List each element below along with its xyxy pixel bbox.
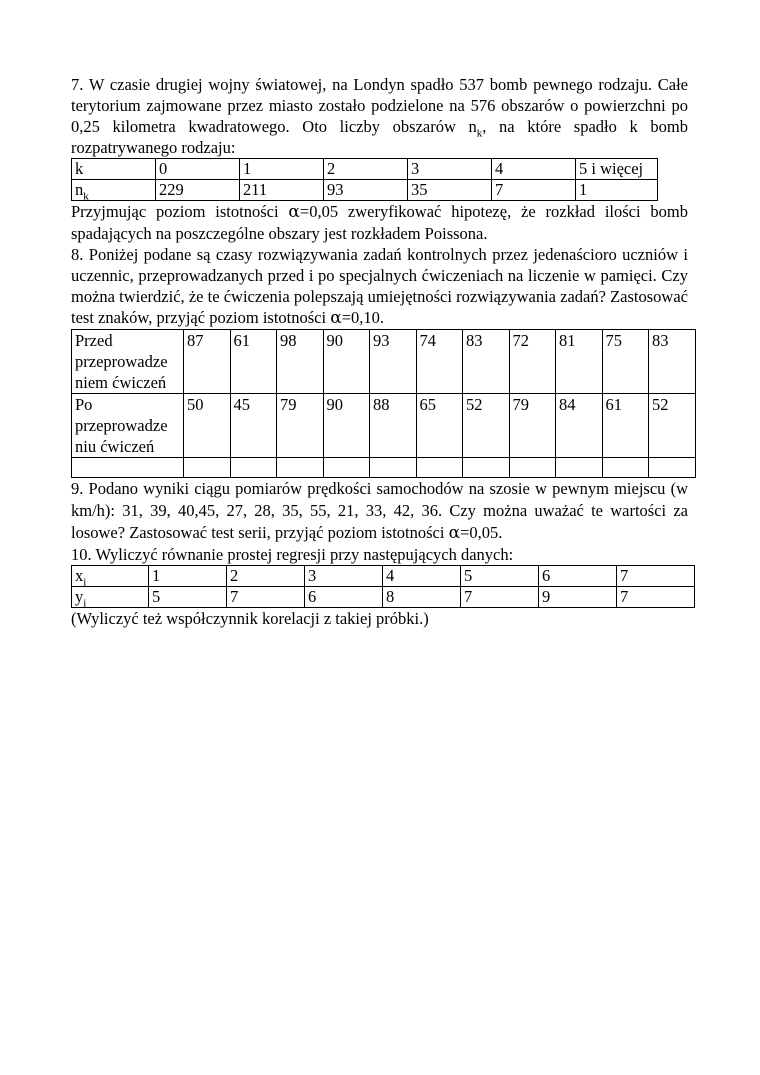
ex7-question: Przyjmując poziom istotności α=0,05 zweryfikować hipotezę, że rozkład ilości bomb spadających na poszczególne obszary jest rozkładem Poissona. xyxy=(71,202,688,243)
table-row xyxy=(72,587,695,608)
table-cell: 81 xyxy=(556,330,603,394)
table-cell: 7 xyxy=(617,587,695,608)
table-row-empty xyxy=(72,458,696,478)
ex8-table xyxy=(71,329,696,478)
table-cell: 2 xyxy=(324,159,408,180)
table-cell: 84 xyxy=(556,394,603,458)
table-cell: 79 xyxy=(277,394,324,458)
table-cell: 83 xyxy=(649,330,696,394)
table-cell: 45 xyxy=(230,394,277,458)
row-label-nk: $n_k$ xyxy=(72,180,156,201)
ex10-note: (Wyliczyć też współczynnik korelacji z takiej próbki.) xyxy=(71,609,429,628)
table-cell: 1 xyxy=(576,180,658,201)
table-cell: 93 xyxy=(370,330,417,394)
table-cell: 3 xyxy=(305,566,383,587)
table-cell xyxy=(72,458,184,478)
table-cell: 1 xyxy=(149,566,227,587)
table-cell: 229 xyxy=(156,180,240,201)
table-cell xyxy=(416,458,463,478)
table-cell: 35 xyxy=(408,180,492,201)
table-cell: 90 xyxy=(323,330,370,394)
document-page xyxy=(71,74,688,629)
table-cell: 7 xyxy=(492,180,576,201)
table-cell: 7 xyxy=(461,587,539,608)
table-cell xyxy=(556,458,603,478)
table-cell: 52 xyxy=(649,394,696,458)
table-cell: 50 xyxy=(184,394,231,458)
ex10-text: 10. Wyliczyć równanie prostej regresji przy następujących danych: xyxy=(71,545,514,564)
table-row xyxy=(72,180,658,201)
table-cell: 8 xyxy=(383,587,461,608)
table-cell: 5 i więcej xyxy=(576,159,658,180)
table-cell xyxy=(323,458,370,478)
table-cell xyxy=(277,458,324,478)
table-cell: 2 xyxy=(227,566,305,587)
table-cell: 7 xyxy=(617,566,695,587)
table-row xyxy=(72,566,695,587)
table-cell: 1 xyxy=(240,159,324,180)
ex7-table xyxy=(71,158,658,201)
table-cell: 4 xyxy=(383,566,461,587)
table-cell: 0 xyxy=(156,159,240,180)
alpha-symbol: α xyxy=(330,308,342,328)
ex10-table xyxy=(71,565,695,608)
table-cell: 211 xyxy=(240,180,324,201)
table-row xyxy=(72,394,696,458)
table-cell: 61 xyxy=(602,394,649,458)
table-cell: 93 xyxy=(324,180,408,201)
table-cell: 61 xyxy=(230,330,277,394)
row-label-k: k xyxy=(72,159,156,180)
row-label-yi: $y_i$ xyxy=(72,587,149,608)
table-cell: 72 xyxy=(509,330,556,394)
table-cell xyxy=(184,458,231,478)
table-cell: 6 xyxy=(539,566,617,587)
ex8-text: 8. Poniżej podane są czasy rozwiązywania zadań kontrolnych przez jedenaściorо uczniów i uczennic, przeprowadzanych przed i po specjalnych ćwiczeniach na liczenie w pamięci. Czy można twierdzić, że te ćwiczenia polepszają umiejętności rozwiązywania zadań? Zastosować test znaków, przyjąć poziom istotności α=0,10. xyxy=(71,245,688,328)
table-row xyxy=(72,159,658,180)
alpha-symbol: α xyxy=(448,523,461,543)
table-cell: 5 xyxy=(461,566,539,587)
alpha-symbol: α xyxy=(288,202,300,222)
table-cell: 4 xyxy=(492,159,576,180)
table-cell: 7 xyxy=(227,587,305,608)
table-cell: 65 xyxy=(416,394,463,458)
table-cell xyxy=(649,458,696,478)
table-cell: 52 xyxy=(463,394,510,458)
table-row xyxy=(72,330,696,394)
table-cell xyxy=(230,458,277,478)
table-cell: 79 xyxy=(509,394,556,458)
row-label-xi: $x_i$ xyxy=(72,566,149,587)
table-cell xyxy=(370,458,417,478)
ex7-intro: 7. W czasie drugiej wojny światowej, na Londyn spadło 537 bomb pewnego rodzaju. Całe terytorium zajmowane przez miasto zostało podzielone na 576 obszarów o powierzchni po 0,25 kilometra kwadratowego. Oto liczby obszarów $n_k$, na które spadło k bomb rozpatrywanego rodzaju: xyxy=(71,75,688,157)
table-cell: 98 xyxy=(277,330,324,394)
table-cell: 87 xyxy=(184,330,231,394)
table-cell: 6 xyxy=(305,587,383,608)
table-cell: 3 xyxy=(408,159,492,180)
table-cell: 5 xyxy=(149,587,227,608)
table-cell: 74 xyxy=(416,330,463,394)
table-cell xyxy=(509,458,556,478)
table-cell xyxy=(463,458,510,478)
row-label-before: Przed przeprowadze niem ćwiczeń xyxy=(72,330,184,394)
table-cell: 88 xyxy=(370,394,417,458)
table-cell: 9 xyxy=(539,587,617,608)
table-cell xyxy=(602,458,649,478)
ex9-text: 9. Podano wyniki ciągu pomiarów prędkości samochodów na szosie w pewnym miejscu (w km/h): 31, 39, 40,45, 27, 28, 35, 55, 21, 33, 42, 36. Czy można uważać te wartości za losowe? Zastosować test serii, przyjąć poziom istotności α=0,05. xyxy=(71,479,688,543)
table-cell: 83 xyxy=(463,330,510,394)
table-cell: 75 xyxy=(602,330,649,394)
row-label-after: Po przeprowadze niu ćwiczeń xyxy=(72,394,184,458)
table-cell: 90 xyxy=(323,394,370,458)
